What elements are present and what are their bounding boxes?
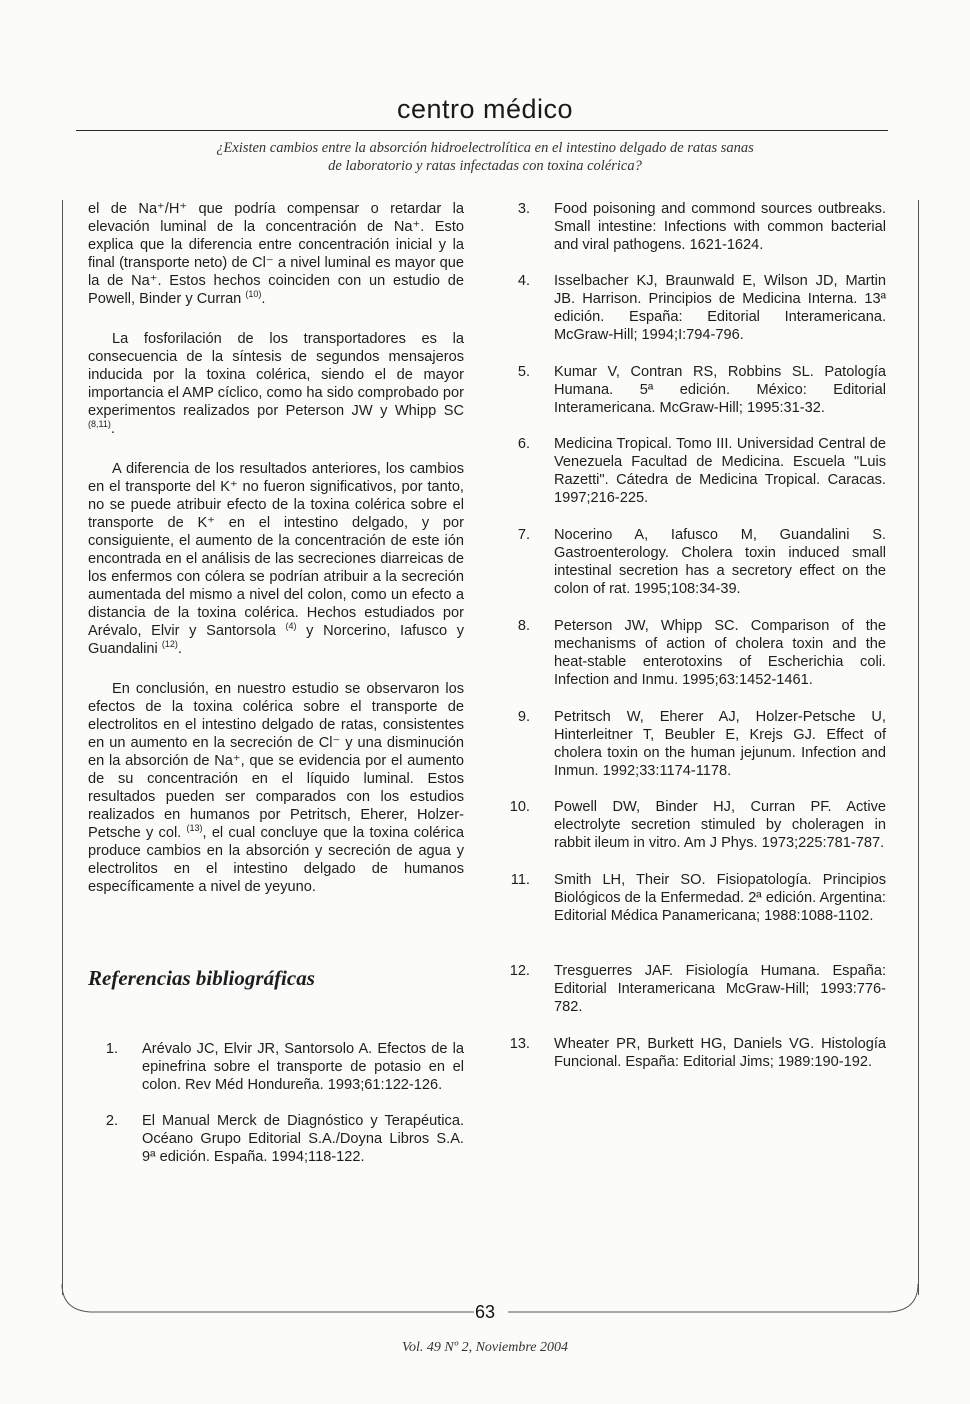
reference-text: Medicina Tropical. Tomo III. Universidad Central de Venezuela Facultad de Medicina. Escuela "Luis Razetti". Cátedra de Medicina Tropical. Caracas. 1997;216-225. <box>554 436 886 506</box>
reference-number: 1. <box>105 1041 118 1057</box>
paragraph-2-text: La fosforilación de los transportadores es la consecuencia de la síntesis de segundos mensajeros inducida por la toxina colérica, siendo el de mayor importancia el AMP cíclico, como ha sido comprobado por experimentos realizados por Peterson JW y Whipp SC <box>88 331 464 419</box>
reference-number: 12. <box>509 963 530 979</box>
right-margin-rule <box>918 200 919 1295</box>
body-column-left <box>88 200 464 918</box>
article-title-line-1: ¿Existen cambios entre la absorción hidroelectrolítica en el intestino delgado de ratas sanas <box>216 140 754 156</box>
reference-number: 9. <box>517 709 530 725</box>
citation: (13) <box>186 823 203 834</box>
reference-number: 11. <box>510 872 530 888</box>
paragraph-3: A diferencia de los resultados anteriores, los cambios en el transporte del K⁺ no fueron significativos, por tanto, no se puede atribuir efecto de la toxina colérica sobre el transporte de K⁺ en el intestino delgado, y por consiguiente, el aumento de la concentración de este ión encontrada en el análisis de las secreciones diarreicas de los enfermos con cólera se podrían atribuir a la secreción aumentada del mismo a nivel del colon, como un efecto a distancia de la toxina colérica. Hechos estudiados por Arévalo, Elvir y Santorsola $^{(4)}$ y Norcerino, Iafusco y Guandalini $^{(12)}$. <box>88 461 464 657</box>
reference-text: Nocerino A, Iafusco M, Guandalini S. Gastroenterology. Cholera toxin induced small intestinal secretion has a secretory effect on the colon of rat. 1995;108:34-39. <box>554 527 886 597</box>
left-margin-rule <box>62 200 63 1295</box>
page-number: 63 <box>474 1302 496 1322</box>
paragraph-3-text-b: y Norcerino, Iafusco y Guandalini <box>88 623 464 657</box>
citation: (4) <box>285 621 297 632</box>
reference-text: Isselbacher KJ, Braunwald E, Wilson JD, Martin JB. Harrison. Principios de Medicina Interna. 13ª edición. España: Editorial Interamericana. McGraw-Hill; 1994;I:794-796. <box>554 273 886 343</box>
references-section <box>88 966 464 991</box>
paragraph-1-text: el de Na⁺/H⁺ que podría compensar o retardar la elevación luminal de la concentración de Na⁺. Esto explica que la diferencia entre concentración inicial y la final (transporte neto) de Cl⁻ a nivel luminal es mayor que la de Na⁺. Estos hechos coinciden con un estudio de Powell, Binder y Curran <box>88 201 464 307</box>
article-title <box>120 139 850 175</box>
citation: (10) <box>245 289 262 300</box>
reference-text: Petritsch W, Eherer AJ, Holzer-Petsche U, Hinterleitner T, Beubler E, Krejs GJ. Effect of cholera toxin on the human jejunum. Infection and Inmun. 1992;33:1174-1178. <box>554 709 886 779</box>
reference-text: Peterson JW, Whipp SC. Comparison of the mechanisms of action of cholera toxin and the heat-stable enterotoxins of Escherichia coli. Infection and Inmu. 1995;63:1452-1461. <box>554 618 886 688</box>
paragraph-4-text-a: En conclusión, en nuestro estudio se observaron los efectos de la toxina colérica sobre el transporte de electrolitos en el intestino delgado de ratas, consistentes en un aumento en la secreción de Cl⁻ y una disminución en la absorción de Na⁺, que se evidencia por el aumento de su concentración en el líquido luminal. Estos resultados pueden ser comparados con los estudios realizados en humanos por Petritsch, Eherer, Holzer-Petsche y col. <box>88 681 464 841</box>
reference-number: 8. <box>517 618 530 634</box>
reference-number: 7. <box>517 527 530 543</box>
reference-number: 2. <box>105 1113 118 1129</box>
reference-number: 10. <box>509 799 530 815</box>
reference-text: Powell DW, Binder HJ, Curran PF. Active electrolyte secretion stimuled by choleragen in rabbit ileum in vitro. Am J Phys. 1973;225:781-787. <box>554 799 886 851</box>
reference-number: 3. <box>517 201 530 217</box>
reference-number: 6. <box>517 436 530 452</box>
reference-text: Tresguerres JAF. Fisiología Humana. España: Editorial Interamericana McGraw-Hill; 1993:776-782. <box>554 963 886 1015</box>
paragraph-4 <box>88 680 464 896</box>
reference-number: 13. <box>509 1036 530 1052</box>
journal-name: centro médico <box>396 94 574 124</box>
citation: (12) <box>161 639 178 650</box>
references-heading: Referencias bibliográficas <box>88 966 315 990</box>
reference-text: Arévalo JC, Elvir JR, Santorsolo A. Efectos de la epinefrina sobre el transporte de potasio en el colon. Rev Méd Hondureña. 1993;61:122-126. <box>142 1041 464 1093</box>
paragraph-4-text-b: , el cual concluye que la toxina colérica produce cambios en la absorción y secreción de agua y electrolitos en el intestino delgado de humanos específicamente a nivel de yeyuno. <box>88 825 464 895</box>
article-title-line-2: de laboratorio y ratas infectadas con toxina colérica? <box>328 158 642 174</box>
paragraph-1: el de Na⁺/H⁺ que podría compensar o retardar la elevación luminal de la concentración de Na⁺. Esto explica que la diferencia entre concentración inicial y la final (transporte neto) de Cl⁻ a nivel luminal es mayor que la de Na⁺. Estos hechos coinciden con un estudio de Powell, Binder y Curran $^{(10)}$. <box>88 201 464 307</box>
citation: (8,11) <box>88 419 111 430</box>
reference-number: 4. <box>517 273 530 289</box>
issue-footer: Vol. 49 Nº 2, Noviembre 2004 <box>402 1340 568 1355</box>
reference-text: Wheater PR, Burkett HG, Daniels VG. Histología Funcional. España: Editorial Jims; 1989:190-192. <box>554 1036 886 1070</box>
header-rule <box>76 130 888 131</box>
reference-text: Kumar V, Contran RS, Robbins SL. Patología Humana. 5ª edición. México: Editorial Interamericana. McGraw-Hill; 1995:31-32. <box>554 364 886 416</box>
reference-text: Smith LH, Their SO. Fisiopatología. Principios Biológicos de la Enfermedad. 2ª edición. Argentina: Editorial Médica Panamericana; 1988:1088-1102. <box>554 872 886 924</box>
reference-number: 5. <box>517 364 530 380</box>
paragraph-3-text-a: A diferencia de los resultados anteriores, los cambios en el transporte del K⁺ no fueron significativos, por tanto, no se puede atribuir efecto de la toxina colérica sobre el transporte de K⁺ en el intestino delgado, y por consiguiente, el aumento de la concentración de este ión encontrada en el análisis de las secreciones diarreicas de los enfermos con cólera se podrían atribuir a la secreción aumentada del mismo a nivel del colon, como un efecto a distancia de la toxina colérica. Hechos estudiados por Arévalo, Elvir y Santorsola <box>88 461 464 639</box>
paragraph-2: La fosforilación de los transportadores es la consecuencia de la síntesis de segundos mensajeros inducida por la toxina colérica, siendo el de mayor importancia el AMP cíclico, como ha sido comprobado por experimentos realizados por Peterson JW y Whipp SC $^{(8,11)}$. <box>88 331 464 437</box>
reference-text: El Manual Merck de Diagnóstico y Terapéutica. Océano Grupo Editorial S.A./Doyna Libros S.A. 9ª edición. España. 1994;118-122. <box>142 1113 464 1165</box>
reference-text: Food poisoning and commond sources outbreaks. Small intestine: Infections with common bacterial and viral pathogens. 1621-1624. <box>554 201 886 253</box>
